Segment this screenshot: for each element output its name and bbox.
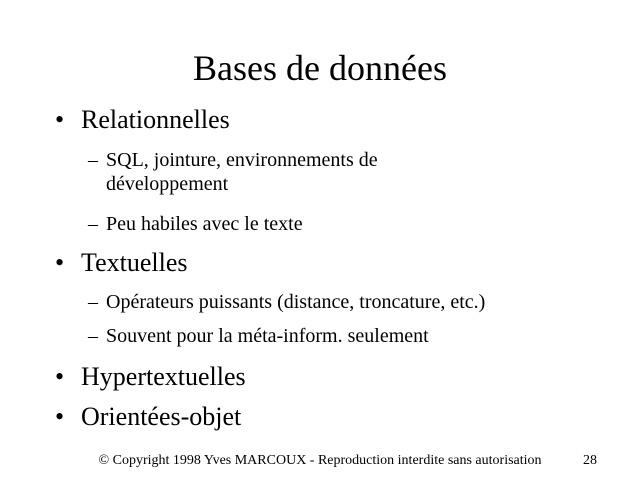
bullet-label: Orientées-objet xyxy=(81,402,242,431)
sub-item xyxy=(88,324,429,348)
sub-item-text: Souvent pour la méta-inform. seulement xyxy=(106,325,429,347)
bullet-item-relationnelles xyxy=(55,105,230,135)
sub-item-text: Opérateurs puissants (distance, troncature, etc.) xyxy=(106,291,486,313)
sub-item-text: Peu habiles avec le texte xyxy=(106,213,303,235)
sub-marker: – xyxy=(88,149,98,171)
footer-copyright: © Copyright 1998 Yves MARCOUX - Reproduction interdite sans autorisation xyxy=(98,453,542,468)
bullet-marker: • xyxy=(55,105,65,134)
bullet-label: Hypertextuelles xyxy=(81,362,246,391)
bullet-item-orientees-objet xyxy=(55,402,241,432)
sub-item xyxy=(88,148,378,196)
page-number: 28 xyxy=(583,453,597,468)
bullet-item-hypertextuelles xyxy=(55,362,246,392)
bullet-label: Relationnelles xyxy=(81,105,230,134)
bullet-item-textuelles xyxy=(55,248,187,278)
sub-marker: – xyxy=(88,291,98,313)
sub-item xyxy=(88,290,485,314)
slide-title: Bases de données xyxy=(193,48,447,88)
sub-marker: – xyxy=(88,325,98,347)
bullet-marker: • xyxy=(55,362,65,391)
bullet-marker: • xyxy=(55,248,65,277)
sub-marker: – xyxy=(88,213,98,235)
sub-item-text: SQL, jointure, environnements de xyxy=(106,149,378,171)
sub-item xyxy=(88,212,303,236)
bullet-label: Textuelles xyxy=(81,248,188,277)
sub-item-continuation: développement xyxy=(106,173,229,195)
bullet-marker: • xyxy=(55,402,65,431)
